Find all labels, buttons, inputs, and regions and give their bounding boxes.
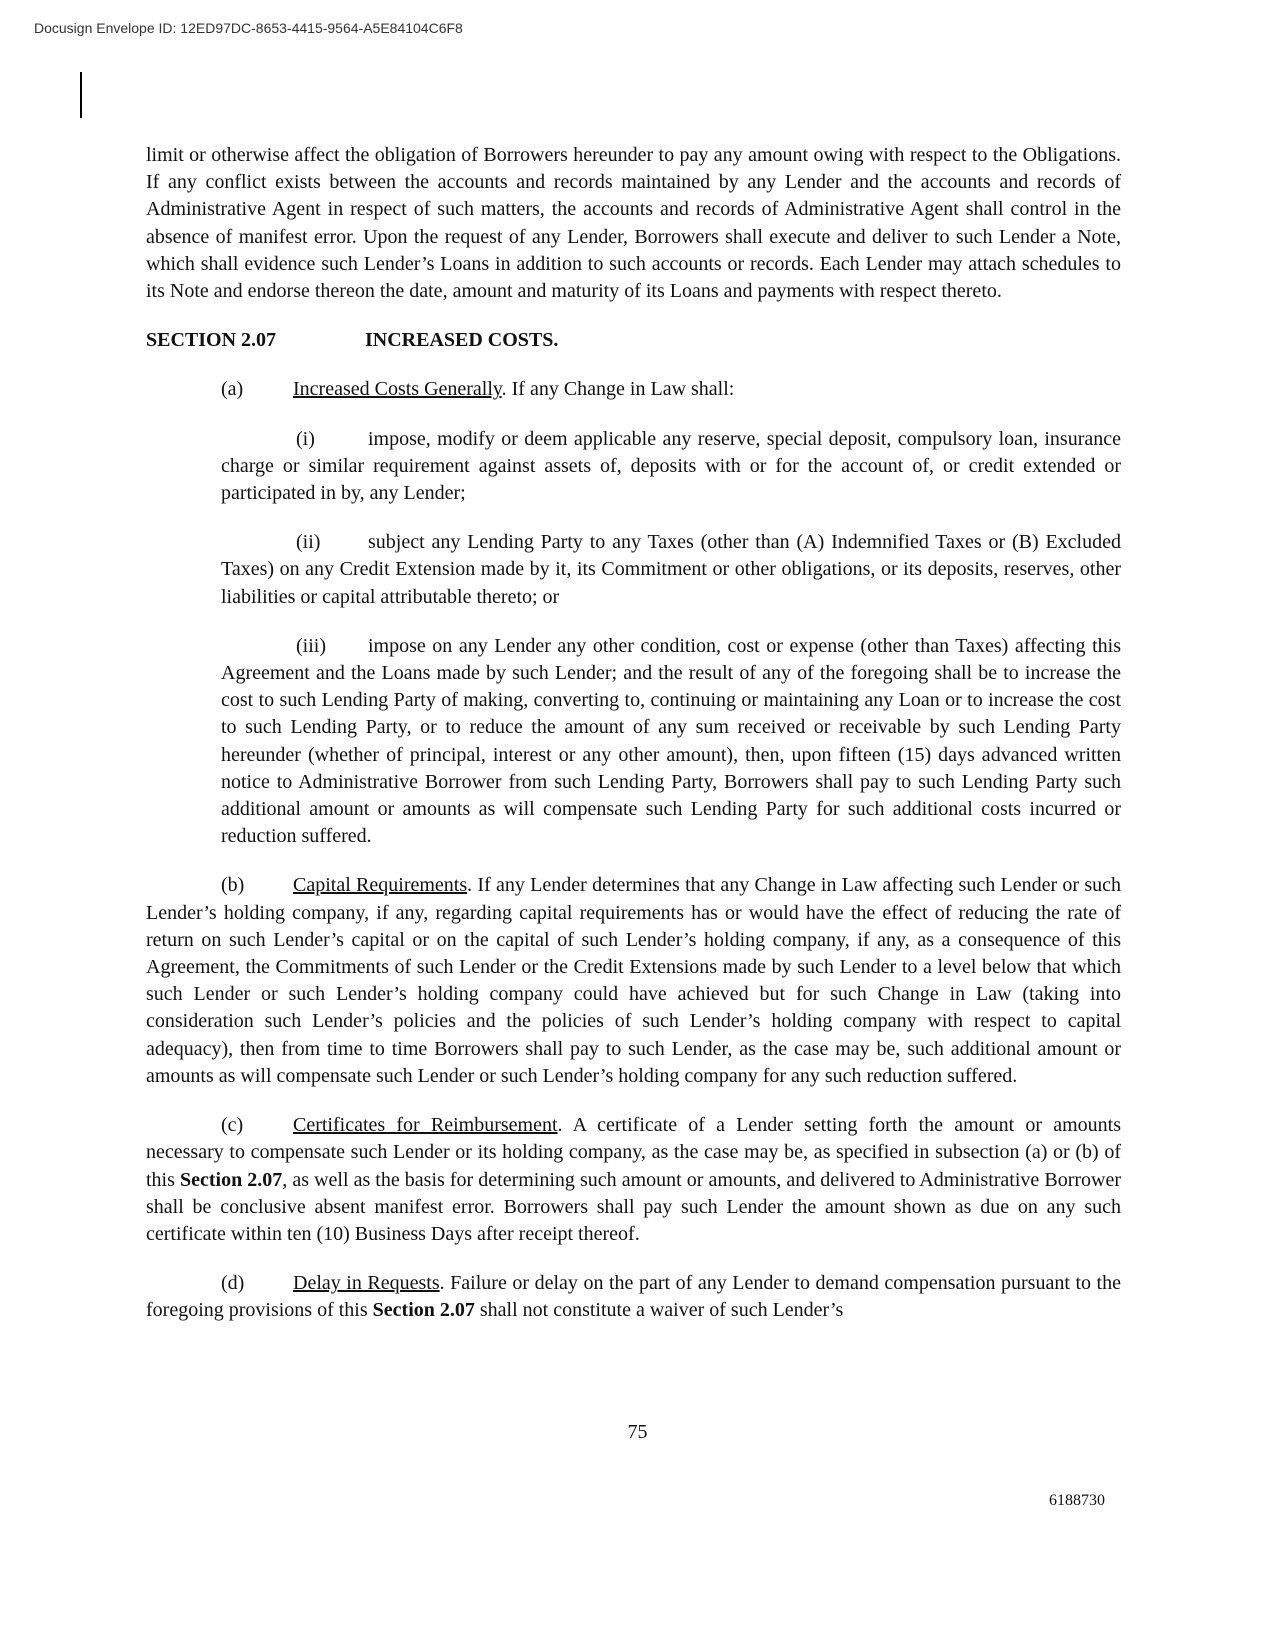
section-title: INCREASED COSTS. [365, 329, 559, 352]
subparagraph-iii-label: (iii) [296, 634, 326, 657]
envelope-id: Docusign Envelope ID: 12ED97DC-8653-4415-9564-A5E84104C6F8 [34, 20, 463, 36]
paragraph-d [146, 1270, 1121, 1324]
paragraph-c-heading: Certificates for Reimbursement [293, 1114, 558, 1137]
paragraph-c-section-ref: Section 2.07 [179, 1168, 283, 1191]
paragraph-b-text: . If any Lender determines that any Change in Law affecting such Lender or such Lender’s holding company, if any, regarding capital requirements has or would have the effect of reducing the rate of return on such Lender’s capital or on the capital of such Lender’s holding company, if any, as a consequence of this Agreement, the Commitments of such Lender or the Credit Extensions made by such Lender to a level below that which such Lender or such Lender’s holding company could have achieved but for such Change in Law (taking into consideration such Lender’s policies and the policies of such Lender’s holding company with respect to capital adequacy), then from time to time Borrowers shall pay to such Lender, as the case may be, such additional amount or amounts as will compensate such Lender or such Lender’s holding company for any such reduction suffered. [146, 874, 1121, 1087]
subparagraph-i-text: impose, modify or deem applicable any reserve, special deposit, compulsory loan, insurance charge or similar requirement against assets of, deposits with or for the account of, or credit extended or participated in by, any Lender; [221, 427, 1121, 505]
revision-bar [80, 72, 82, 118]
subparagraph-iii-text: impose on any Lender any other condition, cost or expense (other than Taxes) affecting this Agreement and the Loans made by such Lender; and the result of any of the foregoing shall be to increase the cost to such Lending Party of making, converting to, continuing or maintaining any Loan or to increase the cost to such Lending Party, or to reduce the amount of any sum received or receivable by such Lending Party hereunder (whether of principal, interest or any other amount), then, upon fifteen (15) days advanced written notice to Administrative Borrower from such Lending Party, Borrowers shall pay to such Lending Party such additional amount or amounts as will compensate such Lending Party for such additional costs incurred or reduction suffered. [221, 634, 1121, 848]
document-body [146, 142, 1121, 1325]
opening-paragraph: limit or otherwise affect the obligation of Borrowers hereunder to pay any amount owing with respect to the Obligations. If any conflict exists between the accounts and records maintained by any Lender and the accounts and records of Administrative Agent in respect of such matters, the accounts and records of Administrative Agent shall control in the absence of manifest error. Upon the request of any Lender, Borrowers shall execute and deliver to such Lender a Note, which shall evidence such Lender’s Loans in addition to such accounts or records. Each Lender may attach schedules to its Note and endorse thereon the date, amount and maturity of its Loans and payments with respect thereto. [146, 144, 1121, 303]
paragraph-a-label: (a) [221, 378, 244, 401]
subparagraph-iii [146, 633, 1121, 851]
paragraph-d-text-1: . Failure or delay on the part of any Lender to demand compensation pursuant to the foregoing provisions of this [146, 1272, 1121, 1322]
paragraph-d-section-ref: Section 2.07 [372, 1299, 475, 1322]
paragraph-d-label: (d) [221, 1272, 245, 1295]
document-code: 6188730 [1049, 1492, 1105, 1509]
paragraph-b [146, 872, 1121, 1090]
paragraph-c-text-2: , as well as the basis for determining such amount or amounts, and delivered to Administrative Borrower shall be conclusive absent manifest error. Borrowers shall pay such Lender the amount shown as due on any such certificate within ten (10) Business Days after receipt thereof. [146, 1168, 1121, 1245]
section-heading [146, 327, 1121, 354]
subparagraph-ii-label: (ii) [296, 531, 321, 554]
page-number: 75 [627, 1421, 648, 1443]
paragraph-a-heading: Increased Costs Generally [293, 378, 502, 401]
paragraph-c-label: (c) [221, 1114, 244, 1137]
section-number: SECTION 2.07 [146, 329, 277, 352]
paragraph-b-heading: Capital Requirements [293, 874, 468, 897]
paragraph-c-text-1: . A certificate of a Lender setting forth the amount or amounts necessary to compensate such Lender or its holding company, as the case may be, as specified in subsection (a) or (b) of this [146, 1114, 1122, 1191]
paragraph-c [146, 1112, 1121, 1248]
paragraph-b-label: (b) [221, 874, 245, 897]
paragraph-a-text: . If any Change in Law shall: [501, 378, 735, 401]
subparagraph-ii [146, 529, 1121, 611]
paragraph-d-text-2: shall not constitute a waiver of such Lender’s [474, 1299, 844, 1322]
paragraph-d-heading: Delay in Requests [293, 1272, 440, 1295]
subparagraph-i [146, 426, 1121, 508]
paragraph-a [146, 376, 1121, 403]
subparagraph-ii-text: subject any Lending Party to any Taxes (other than (A) Indemnified Taxes or (B) Excluded Taxes) on any Credit Extension made by it, its Commitment or other obligations, or its deposits, reserves, other liabilities or capital attributable thereto; or [221, 531, 1121, 608]
subparagraph-i-label: (i) [296, 427, 315, 450]
